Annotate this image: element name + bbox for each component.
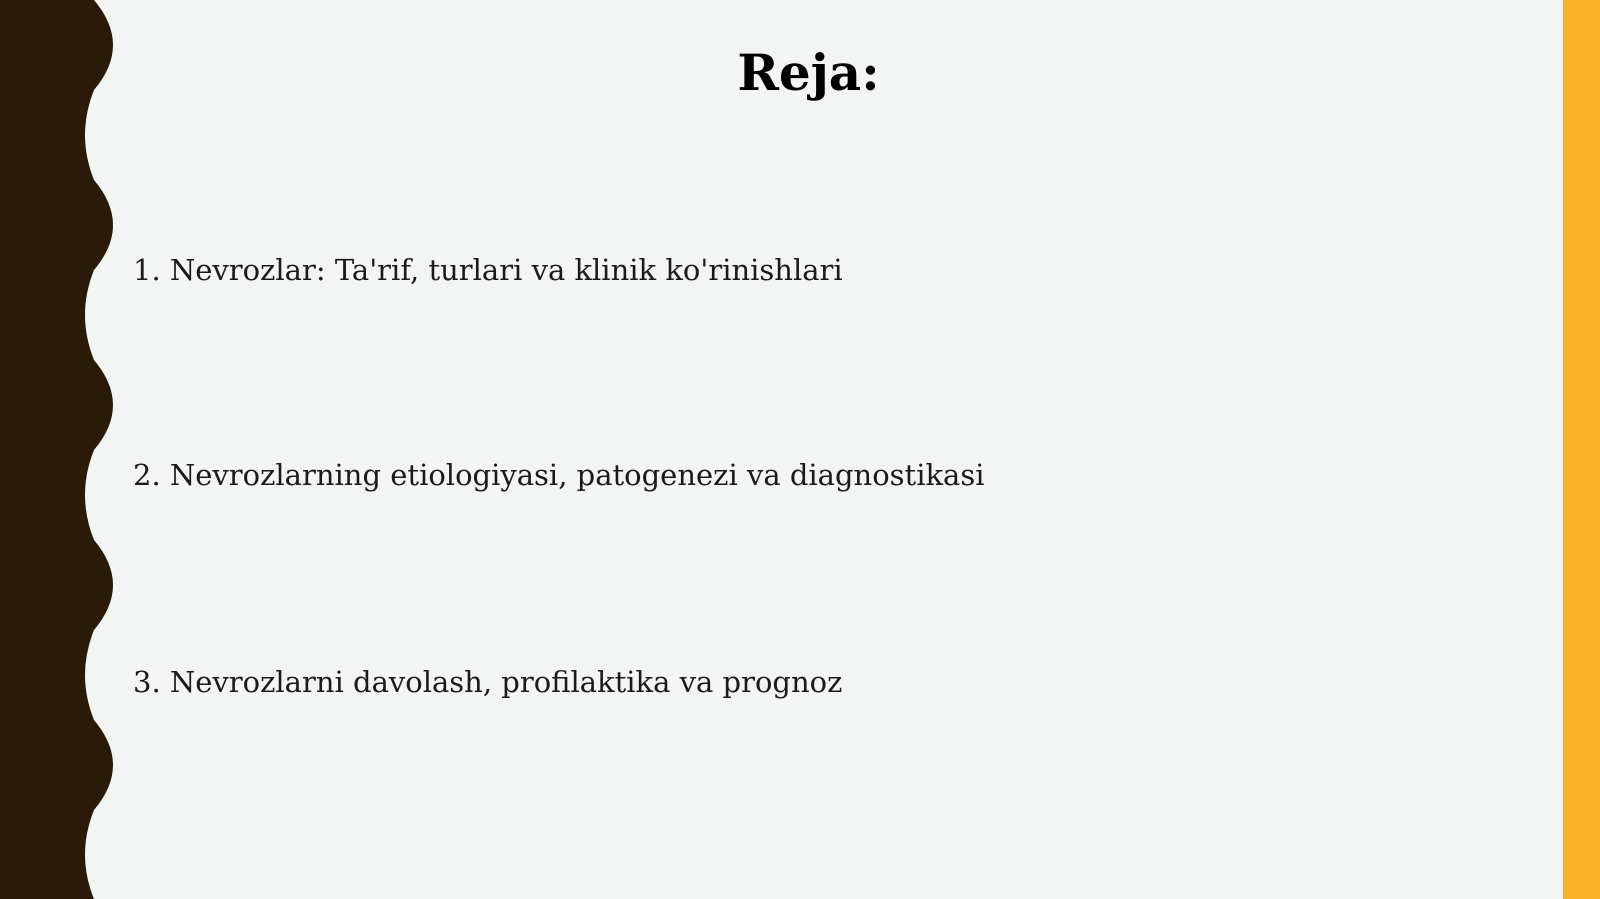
plan-item-2: 2. Nevrozlarning etiologiyasi, patogenezi va diagnostikasi <box>133 458 985 492</box>
left-wavy-band <box>0 0 130 899</box>
plan-item-3: 3. Nevrozlarni davolash, profilaktika va prognoz <box>133 665 843 699</box>
right-accent-bar <box>1563 0 1600 899</box>
plan-item-1: 1. Nevrozlar: Ta'rif, turlari va klinik ko'rinishlari <box>133 253 843 287</box>
slide-title: Reja: <box>737 43 880 102</box>
wavy-band-shape <box>0 0 113 899</box>
